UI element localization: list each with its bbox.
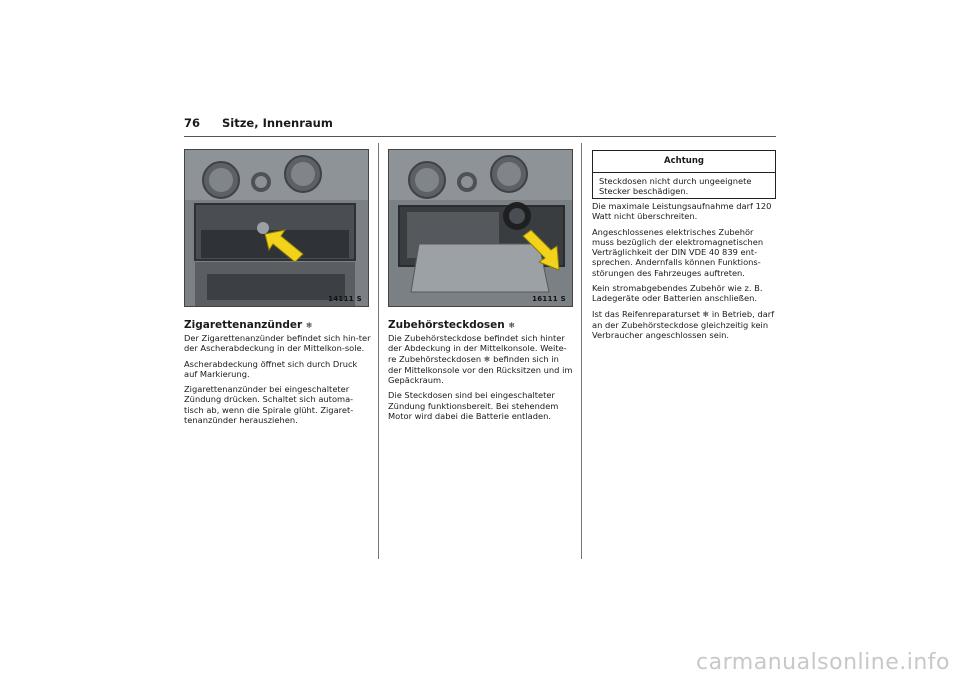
page-number: 76 [184, 116, 201, 130]
column-cigarette-lighter [184, 319, 372, 430]
heading-accessory-sockets: Zubehörsteckdosen ❄ [388, 319, 516, 331]
column-notes [592, 201, 778, 346]
snowflake-icon: ❄ [483, 354, 491, 364]
paragraph: Kein stromabgebendes Zubehör wie z. B. Ladegeräte oder Batterien anschließen. [592, 283, 763, 304]
watermark: carmanualsonline.info [696, 650, 950, 675]
column-accessory-sockets [388, 319, 574, 426]
section-title: Sitze, Innenraum [222, 116, 333, 130]
column-divider-2 [581, 143, 582, 559]
warning-text: Steckdosen nicht durch ungeeignete Stecker beschädigen. [599, 176, 752, 197]
cigarette-lighter-photo [184, 149, 369, 307]
paragraph: Die Steckdosen sind bei eingeschalteter Zündung funktionsbereit. Bei stehendem Motor wird dabei die Batterie entladen. [388, 390, 559, 422]
figure-label-left: 14111 S [328, 295, 362, 303]
paragraph: Der Zigarettenanzünder befindet sich hin-ter der Ascherabdeckung in der Mittelkon-sole. [184, 333, 371, 354]
paragraph: Angeschlossenes elektrisches Zubehör muss bezüglich der elektromagnetischen Verträglichkeit der DIN VDE 40 839 ent-sprechen. Andernfalls können Funktions-störungen des Fahrzeuges auftreten. [592, 226, 764, 278]
accessory-socket-photo [388, 149, 573, 307]
paragraph: Ist das Reifenreparaturset ❄ in Betrieb, darf an der Zubehörsteckdose gleichzeitig kein Verbraucher angeschlossen sein. [592, 308, 775, 341]
column-divider-1 [378, 143, 379, 559]
warning-title: Achtung [593, 151, 775, 173]
header-rule [184, 136, 776, 137]
snowflake-icon: ❄ [305, 321, 313, 330]
paragraph: Die maximale Leistungsaufnahme darf 120 Watt nicht überschreiten. [592, 201, 772, 222]
paragraph: Ascherabdeckung öffnet sich durch Druck auf Markierung. [184, 358, 358, 379]
warning-box [592, 150, 776, 199]
snowflake-icon: ❄ [508, 321, 516, 330]
paragraph: Zigarettenanzünder bei eingeschalteter Zündung drücken. Schaltet sich automa-tisch ab, wenn die Spirale glüht. Zigaret-tenanzünder herausziehen. [184, 384, 354, 426]
figure-label-right: 16111 S [532, 295, 566, 303]
page-header [184, 116, 776, 138]
paragraph: Die Zubehörsteckdose befindet sich hinter der Abdeckung in der Mittelkonsole. Weite-re Zubehörsteckdosen ❄ befinden sich in der Mittelkonsole vor den Rücksitzen und im Gepäckraum. [388, 333, 573, 386]
snowflake-icon: ❄ [702, 309, 710, 319]
heading-cigarette-lighter: Zigarettenanzünder ❄ [184, 319, 313, 331]
